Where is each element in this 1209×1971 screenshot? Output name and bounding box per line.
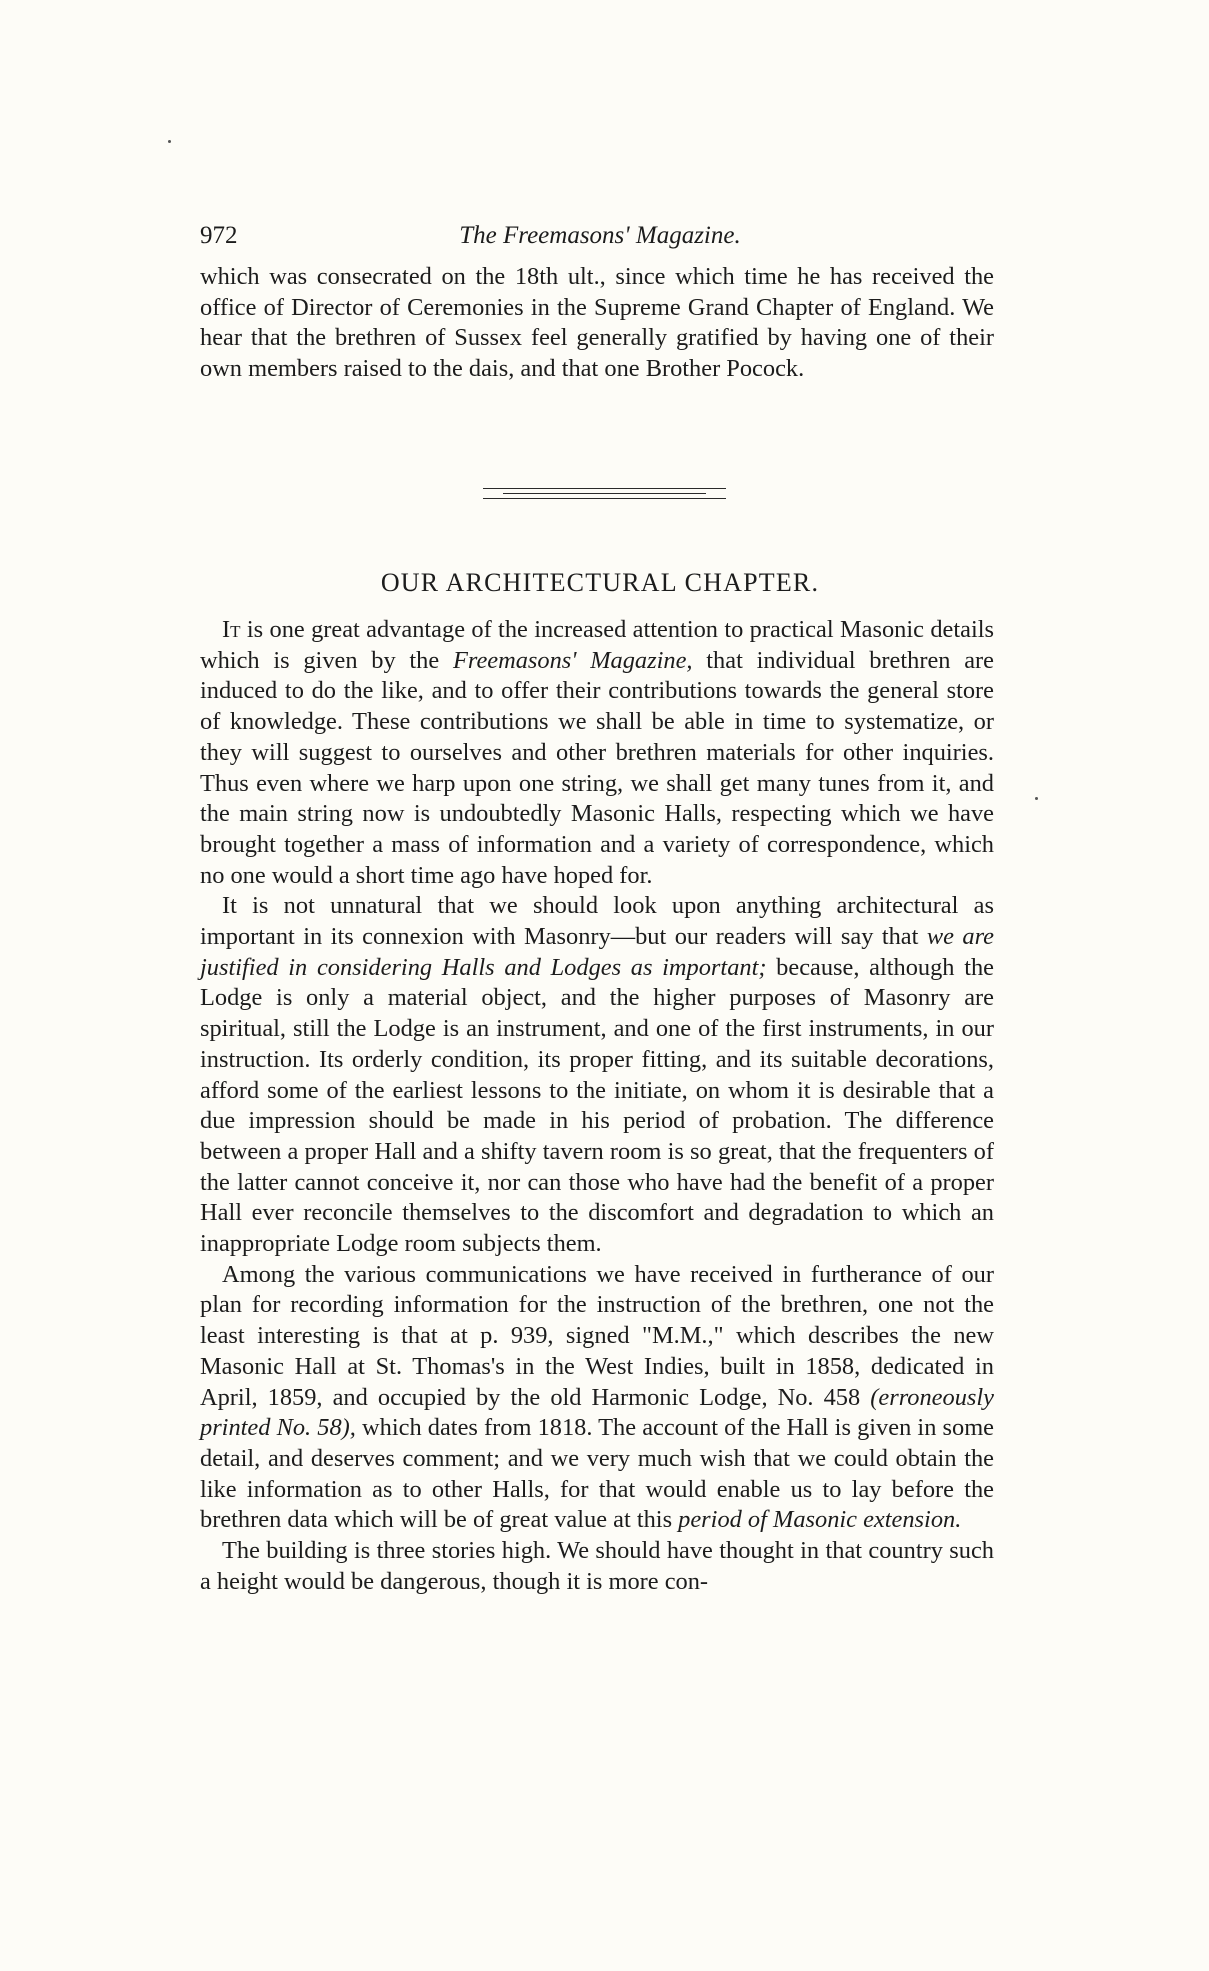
top-paragraph-text: which was consecrated on the 18th ult., since which time he has received the office of Director of Ceremonies in the Supreme Grand Chapter of England. We hear that the brethren of Sussex feel generally gratified by having one of their own members raised to the dais, and that one Brother Pocock. xyxy=(200,263,994,383)
article-paragraph xyxy=(200,615,994,891)
page-number: 972 xyxy=(200,222,238,249)
paragraph-text: The building is three stories high. We should have thought in that country such a height would be dangerous, though it is more con- xyxy=(200,1537,994,1595)
page-header xyxy=(200,222,1000,262)
paragraph-opening: It xyxy=(222,616,241,643)
article-paragraph xyxy=(200,1536,994,1597)
divider-line xyxy=(503,493,706,494)
running-title: The Freemasons' Magazine. xyxy=(459,222,741,249)
paragraph-text: is one great advantage of the increased attention to practical Masonic details which is given by the xyxy=(200,616,994,674)
italic-text: we are justified in considering Halls and Lodges as important; xyxy=(200,923,994,981)
article-title: OUR ARCHITECTURAL CHAPTER. xyxy=(380,568,820,597)
italic-text: period of Masonic extension. xyxy=(678,1506,962,1534)
paragraph-text: which dates from 1818. The account of the Hall is given in some detail, and deserves comment; and we very much wish that we could obtain the like information as to other Halls, for that would enable us to lay before the brethren data which will be of great value at this xyxy=(200,1414,995,1534)
italic-text: (erroneously printed No. 58), xyxy=(200,1383,994,1442)
paragraph-text: because, although the Lodge is only a material object, and the higher purposes of Masonry are spiritual, still the Lodge is an instrument, and one of the first instruments, in our instruction. Its orderly condition, its proper fitting, and its suitable decorations, afford some of the earliest lessons to the initiate, on whom it is desirable that a due impression should be made in his period of probation. The difference between a proper Hall and a shifty tavern room is so great, that the frequenters of the latter cannot conceive it, nor can those who have had the benefit of a proper Hall ever reconcile themselves to the discomfort and degradation to which an inappropriate Lodge room subjects them. xyxy=(200,953,994,1258)
divider-line xyxy=(483,498,726,499)
paragraph-text: that individual brethren are induced to do the like, and to offer their contributions towards the general store of knowledge. These contributions we shall be able in time to systematize, or they will suggest to ourselves and other brethren materials for other inquiries. Thus even where we harp upon one string, we shall get many tunes from it, and the main string now is undoubtedly Masonic Halls, respecting which we have brought together a mass of information and a variety of correspondence, which no one would a short time ago have hoped for. xyxy=(200,646,994,889)
italic-text: Freemasons' Magazine, xyxy=(452,646,693,674)
article-body xyxy=(200,615,994,1598)
section-divider xyxy=(483,483,726,503)
paragraph-text: Among the various communications we have received in furtherance of our plan for recording information for the instruction of the brethren, one not the least interesting is that at p. 939, signed "M.M.," which describes the new Masonic Hall at St. Thomas's in the West Indies, built in 1858, dedicated in April, 1859, and occupied by the old Harmonic Lodge, No. 458 xyxy=(200,1260,994,1411)
print-speck xyxy=(168,140,171,143)
paragraph-text: It is not unnatural that we should look upon anything architectural as important in its connexion with Masonry—but our readers will say that xyxy=(200,892,994,951)
article-paragraph xyxy=(200,1260,994,1536)
print-speck xyxy=(1035,797,1038,800)
article-paragraph xyxy=(200,891,994,1259)
divider-line xyxy=(483,488,726,489)
continued-paragraph xyxy=(200,262,994,385)
